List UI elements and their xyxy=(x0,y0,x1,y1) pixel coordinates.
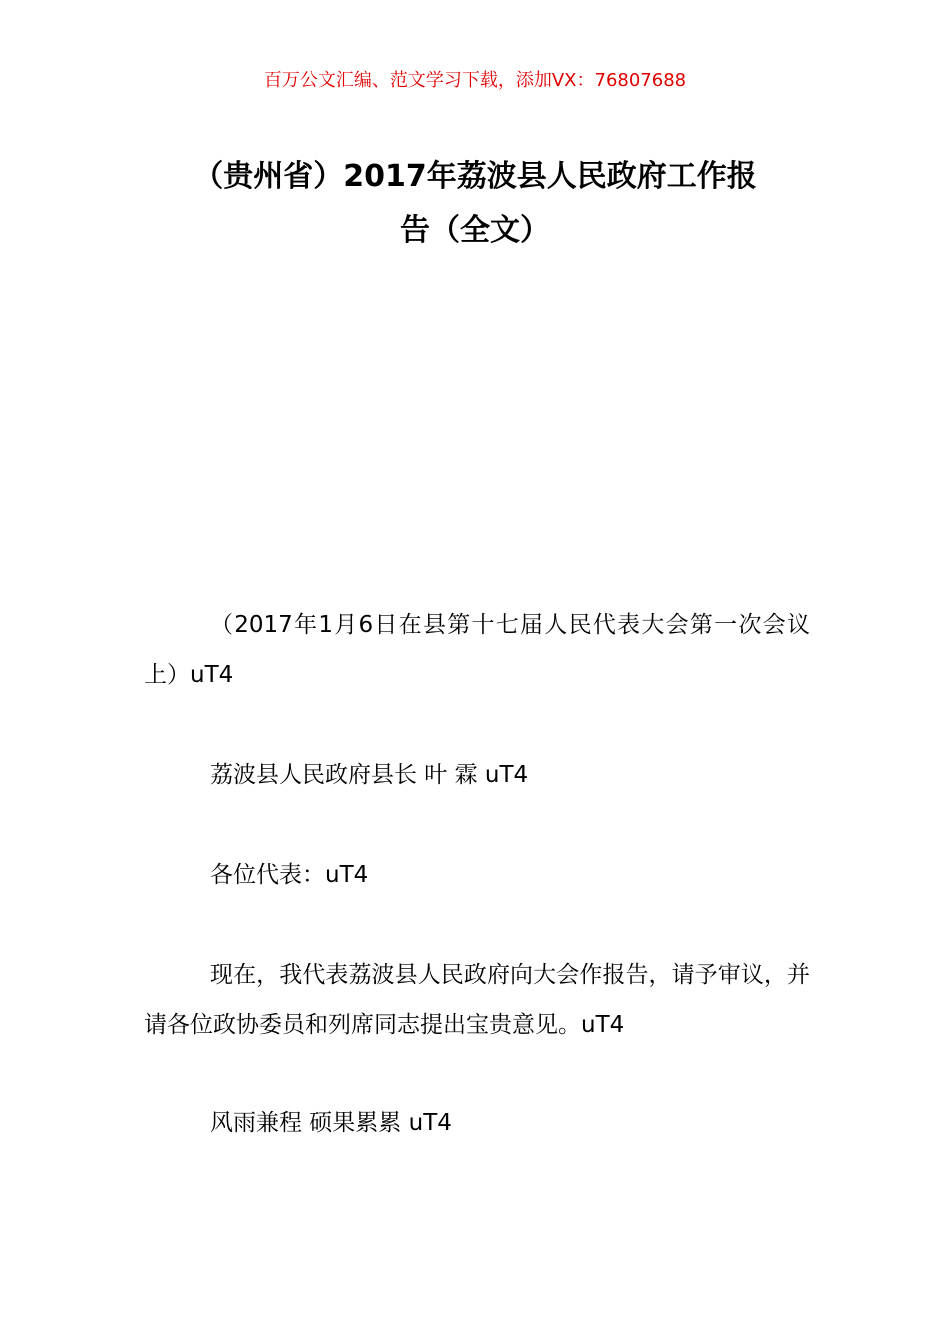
section-heading-paragraph xyxy=(144,1098,810,1148)
greeting-paragraph xyxy=(144,850,810,900)
author-text: 荔波县人民政府县长 叶 霖 uT4 xyxy=(210,762,529,788)
author-paragraph xyxy=(144,750,810,800)
header-note: 百万公文汇编、范文学习下载，添加VX：76807688 xyxy=(263,70,687,91)
intro-paragraph xyxy=(144,950,810,1050)
session-text: （2017年1月6日在县第十七届人民代表大会第一次会议上）uT4 xyxy=(144,612,810,688)
section-heading-text: 风雨兼程 硕果累累 uT4 xyxy=(210,1110,452,1136)
greeting-text: 各位代表：uT4 xyxy=(210,862,369,888)
intro-text: 现在，我代表荔波县人民政府向大会作报告，请予审议，并请各位政协委员和列席同志提出宝贵意见。uT4 xyxy=(144,962,810,1038)
document-title xyxy=(140,150,810,258)
title-line-1: （贵州省）2017年荔波县人民政府工作报 xyxy=(193,159,757,194)
session-paragraph xyxy=(144,600,810,700)
title-line-2: 告（全文） xyxy=(400,213,550,248)
